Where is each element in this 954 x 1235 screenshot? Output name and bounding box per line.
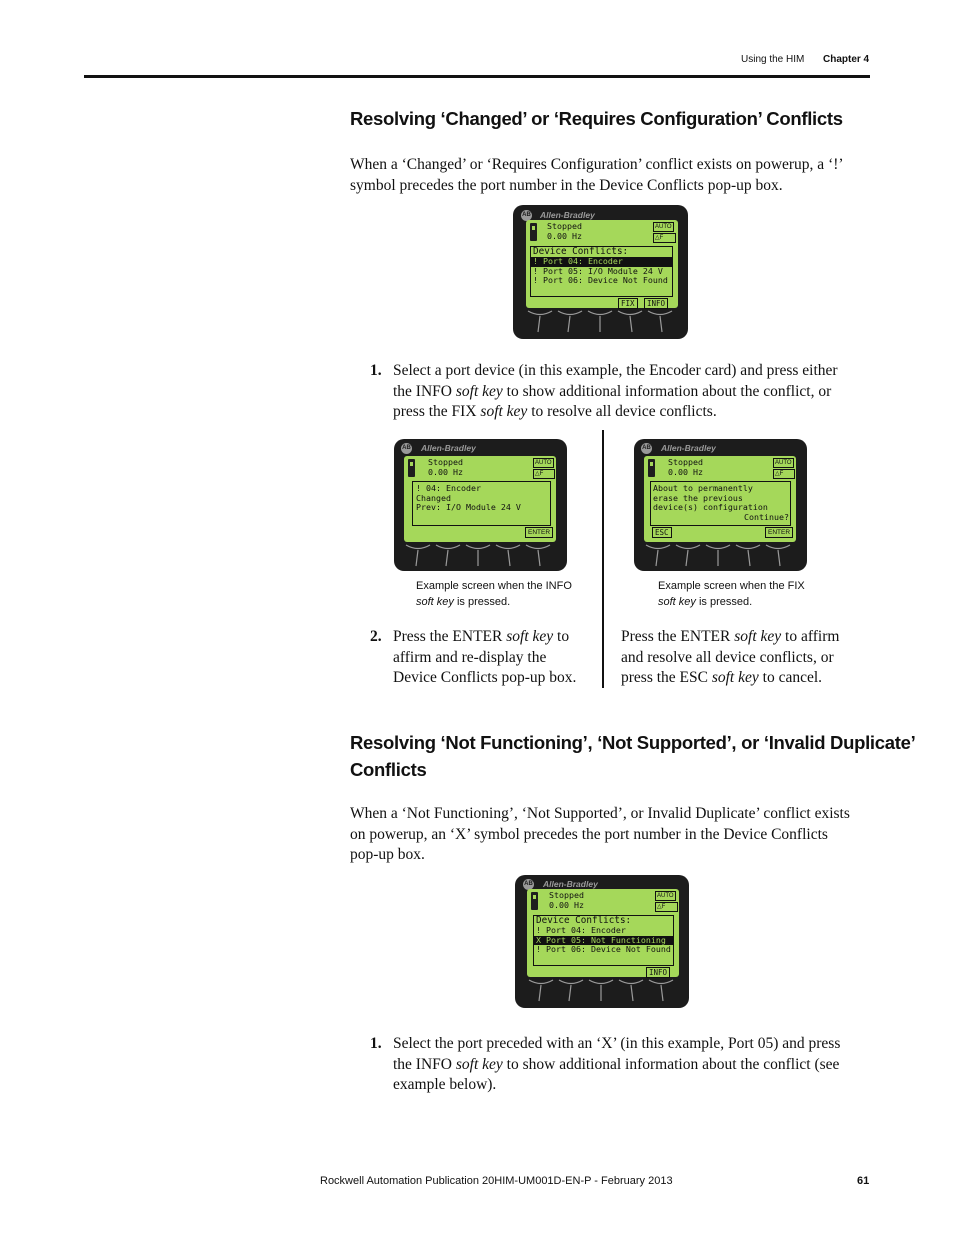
- confirm-popup: [650, 481, 791, 526]
- lcd-screen: [526, 220, 678, 308]
- fix-softkey-label[interactable]: FIX: [618, 298, 638, 309]
- frequency-text: 0.00 Hz: [549, 900, 584, 910]
- frequency-text: 0.00 Hz: [668, 467, 703, 477]
- ab-logo-icon: AB: [521, 210, 532, 221]
- step-line: Press the ENTER soft key to: [393, 628, 570, 645]
- step-line: press the ESC soft key to cancel.: [621, 669, 823, 686]
- ab-logo-icon: AB: [523, 879, 534, 890]
- info-line: ! 04: Encoder: [416, 483, 481, 493]
- section-heading-not-functioning: Resolving ‘Not Functioning’, ‘Not Supported’, or ‘Invalid Duplicate’ Conflicts: [350, 732, 916, 780]
- popup-title[interactable]: Device Conflicts:: [536, 915, 632, 926]
- footer-publication: Rockwell Automation Publication 20HIM-UM001D-EN-P - February 2013: [320, 1175, 673, 1187]
- forward-text: F: [661, 904, 666, 910]
- him-device-info: [394, 439, 567, 571]
- step-line: affirm and re-display the: [393, 648, 547, 666]
- direction-icon: [648, 459, 655, 477]
- softkeys-row[interactable]: [526, 309, 678, 333]
- step-2: [370, 627, 595, 689]
- enter-softkey-label[interactable]: ENTER: [765, 527, 793, 538]
- running-header-section: Using the HIM: [741, 54, 805, 65]
- intro-line: on powerup, an ‘X’ symbol precedes the port number in the Device Conflicts: [350, 825, 828, 843]
- conflict-row[interactable]: ! Port 05: I/O Module 24 V: [533, 265, 663, 276]
- column-divider: [602, 430, 604, 688]
- step-line: Device Conflicts pop-up box.: [393, 669, 577, 686]
- section2-intro: [350, 804, 870, 866]
- brand-name: Allen-Bradley: [661, 443, 716, 453]
- direction-icon: [530, 223, 537, 241]
- popup-title[interactable]: Device Conflicts:: [533, 246, 629, 257]
- confirm-question: Continue?: [744, 511, 789, 522]
- auto-badge: AUTO: [775, 460, 792, 466]
- lcd-screen: [527, 889, 679, 977]
- section1-intro: [350, 155, 844, 196]
- step-number: 1.: [370, 362, 382, 379]
- conflict-row[interactable]: ! Port 04: Encoder: [536, 925, 626, 935]
- auto-badge: AUTO: [655, 224, 672, 230]
- conflict-row-selected[interactable]: ! Port 04: Encoder: [531, 257, 672, 267]
- frequency-text: 0.00 Hz: [547, 231, 582, 241]
- running-header-chapter: Chapter 4: [823, 54, 870, 65]
- device-conflicts-popup: [530, 246, 673, 297]
- step-line: and resolve all device conflicts, or: [621, 648, 834, 666]
- status-text: Stopped: [668, 457, 703, 467]
- forward-badge: [533, 469, 555, 479]
- auto-badge: AUTO: [657, 893, 674, 899]
- auto-badge: AUTO: [535, 460, 552, 466]
- info-softkey-label[interactable]: INFO: [644, 298, 668, 309]
- info-softkey-label[interactable]: INFO: [646, 967, 670, 978]
- forward-text: F: [779, 471, 784, 477]
- esc-softkey-label[interactable]: ESC: [652, 527, 672, 538]
- status-text: Stopped: [547, 221, 582, 231]
- step-line: example below).: [393, 1076, 497, 1093]
- info-screen-caption: Example screen when the INFO soft key is pressed.: [416, 580, 572, 608]
- step-number: 1.: [370, 1035, 382, 1052]
- conflict-row[interactable]: ! Port 06: Device Not Found: [533, 275, 668, 286]
- device-conflicts-popup: [533, 915, 674, 966]
- status-text: Stopped: [428, 457, 463, 467]
- ab-logo-icon: AB: [401, 443, 412, 454]
- forward-text: F: [539, 471, 544, 477]
- forward-badge: [655, 902, 678, 912]
- him-device-changed: [513, 205, 688, 339]
- info-popup: [412, 481, 551, 526]
- brand-name: Allen-Bradley: [421, 443, 476, 453]
- intro-line: pop-up box.: [350, 846, 425, 863]
- direction-icon: [531, 892, 538, 910]
- step-line: Press the ENTER soft key to affirm: [621, 628, 840, 645]
- step-line: press the FIX soft key to resolve all device conflicts.: [393, 403, 717, 420]
- forward-text: F: [659, 235, 664, 241]
- step-text: [393, 361, 838, 423]
- info-line: Changed: [416, 492, 451, 503]
- softkeys-row[interactable]: [527, 978, 679, 1002]
- intro-line: When a ‘Not Functioning’, ‘Not Supported’, or Invalid Duplicate’ conflict exists: [350, 805, 850, 822]
- softkeys-row[interactable]: [404, 543, 556, 567]
- step-text: [393, 1034, 840, 1096]
- page-number: 61: [857, 1175, 870, 1187]
- step-2-alternate: [621, 627, 866, 689]
- ab-logo-icon: AB: [641, 443, 652, 454]
- fix-screen-caption: Example screen when the FIX soft key is pressed.: [658, 580, 805, 608]
- enter-softkey-label[interactable]: ENTER: [525, 527, 553, 538]
- lcd-screen: [404, 456, 556, 542]
- forward-badge: [773, 469, 795, 479]
- him-device-fix: [634, 439, 807, 571]
- him-device-not-functioning: [515, 875, 689, 1008]
- lcd-screen: [644, 456, 796, 542]
- forward-badge: [653, 233, 676, 243]
- conflict-row-selected[interactable]: X Port 05: Not Functioning: [534, 936, 673, 946]
- brand-name: Allen-Bradley: [540, 210, 595, 220]
- step-text: [393, 627, 576, 689]
- step-line: the INFO soft key to show additional information about the conflict, or: [393, 382, 832, 400]
- section-heading-changed: Resolving ‘Changed’ or ‘Requires Configuration’ Conflicts: [350, 108, 843, 129]
- step-1: [370, 361, 870, 423]
- step-number: 2.: [370, 628, 382, 645]
- softkeys-row[interactable]: [644, 543, 796, 567]
- step-line: Select a port device (in this example, the Encoder card) and press either: [393, 362, 838, 379]
- bell-icon: △: [657, 904, 662, 910]
- bell-icon: △: [655, 235, 660, 241]
- confirm-line: erase the previous: [653, 492, 743, 503]
- info-line: Prev: I/O Module 24 V: [416, 502, 521, 513]
- direction-icon: [408, 459, 415, 477]
- bell-icon: △: [535, 471, 540, 477]
- confirm-line: About to permanently: [653, 483, 753, 493]
- bell-icon: △: [775, 471, 780, 477]
- step-line: the INFO soft key to show additional information about the conflict (see: [393, 1055, 840, 1073]
- step-line: Select the port preceded with an ‘X’ (in this example, Port 05) and press: [393, 1035, 841, 1052]
- status-text: Stopped: [549, 890, 584, 900]
- intro-line: symbol precedes the port number in the Device Conflicts pop-up box.: [350, 176, 783, 194]
- step-1-section2: [370, 1034, 870, 1096]
- confirm-line: device(s) configuration: [653, 502, 768, 513]
- intro-line: When a ‘Changed’ or ‘Requires Configuration’ conflict exists on powerup, a ‘!’: [350, 156, 844, 173]
- conflict-row[interactable]: ! Port 06: Device Not Found: [536, 944, 671, 955]
- brand-name: Allen-Bradley: [543, 879, 598, 889]
- frequency-text: 0.00 Hz: [428, 467, 463, 477]
- header-rule: [84, 75, 870, 78]
